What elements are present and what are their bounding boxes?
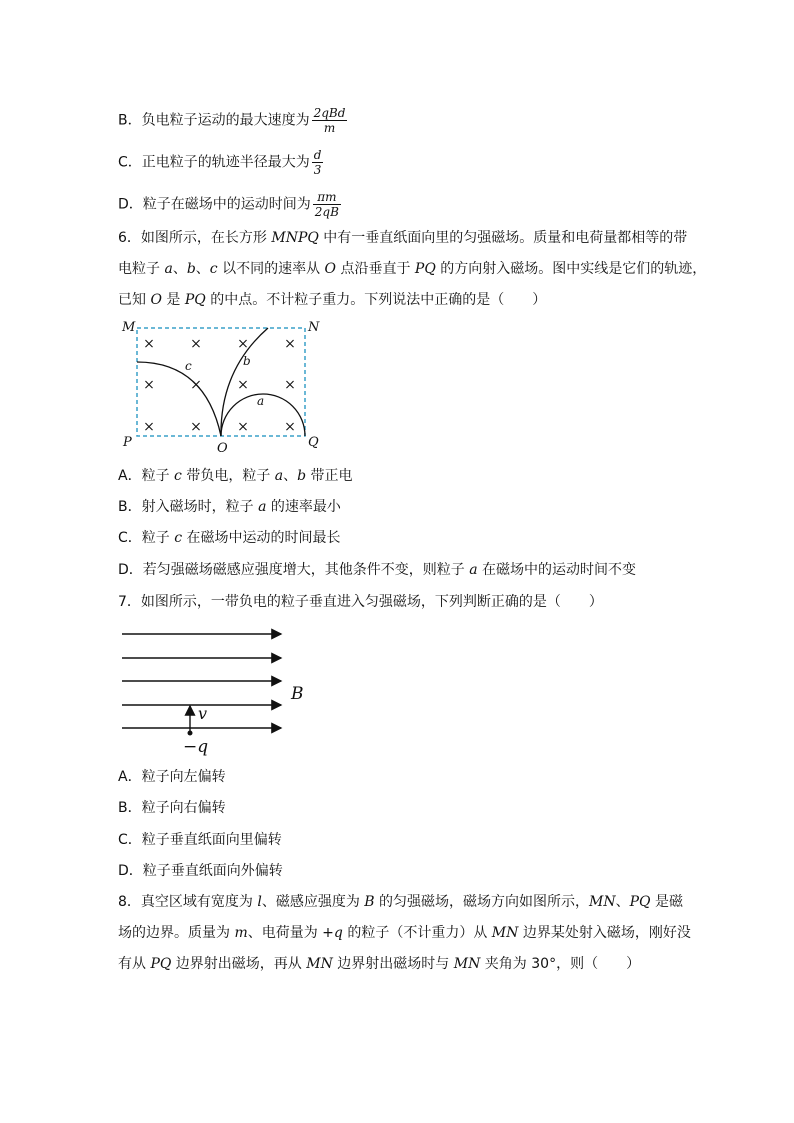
cross-mark: × — [284, 336, 296, 352]
label-P: P — [123, 435, 132, 450]
q6-option-d: D．若匀强磁场磁感应强度增大，其他条件不变，则粒子 a 在磁场中的运动时间不变 — [118, 562, 637, 578]
q7-option-b: B．粒子向右偏转 — [118, 800, 226, 816]
fraction: $\frac{\pi m}{2qB}$ — [314, 190, 339, 219]
q7-option-a: A．粒子向左偏转 — [118, 769, 226, 785]
q8-stem-line3: 有从 PQ 边界射出磁场，再从 MN 边界射出磁场时与 MN 夹角为 30°，则（ ） — [118, 956, 641, 972]
cross-mark: × — [284, 377, 296, 393]
q5-option-b: B．负电粒子运动的最大速度为 $\frac{\text{2qBd}}{m}$ — [118, 106, 346, 135]
cross-marks — [143, 336, 296, 435]
cross-mark: × — [190, 419, 202, 435]
cross-mark: × — [190, 336, 202, 352]
q6-option-c: C．粒子 c 在磁场中运动的时间最长 — [118, 530, 341, 546]
q8-stem-line1: 8．真空区域有宽度为 l、磁感应强度为 B 的匀强磁场，磁场方向如图所示，MN、PQ 是磁 — [118, 894, 683, 910]
cross-mark: × — [237, 336, 249, 352]
cross-mark: × — [237, 419, 249, 435]
q6-magnetic-field-figure — [110, 315, 340, 455]
label-c: c — [185, 359, 192, 373]
q6-option-b: B．射入磁场时，粒子 a 的速率最小 — [118, 499, 341, 515]
cross-mark: × — [237, 377, 249, 393]
q7-field-figure — [115, 622, 315, 757]
label-M: M — [122, 320, 136, 335]
q5-option-c: C．正电粒子的轨迹半径最大为 $\frac{d}{3}$ — [118, 148, 322, 177]
label-a: a — [257, 394, 265, 408]
q7-option-c: C．粒子垂直纸面向里偏转 — [118, 832, 282, 848]
fraction: $\frac{d}{3}$ — [313, 148, 322, 177]
charged-particle — [188, 731, 193, 736]
q6-stem-line3: 已知 O 是 PQ 的中点。不计粒子重力。下列说法中正确的是（ ） — [118, 292, 547, 308]
label-O: O — [217, 441, 228, 455]
q6-stem-line2: 电粒子 a、b、c 以不同的速率从 O 点沿垂直于 PQ 的方向射入磁场。图中实线是它们的轨迹， — [118, 261, 707, 277]
cross-mark: × — [190, 377, 202, 393]
cross-mark: × — [143, 419, 155, 435]
q5-option-d: D．粒子在磁场中的运动时间为 $\frac{\pi m}{2qB}$ — [118, 190, 339, 219]
q8-stem-line2: 场的边界。质量为 m、电荷量为 +q 的粒子（不计重力）从 MN 边界某处射入磁场，刚好没 — [118, 925, 691, 941]
q6-stem-line1: 6．如图所示，在长方形 MNPQ 中有一垂直纸面向里的匀强磁场。质量和电荷量都相等的带 — [118, 230, 688, 246]
q7-option-d: D．粒子垂直纸面向外偏转 — [118, 863, 283, 879]
label-charge: −q — [183, 737, 209, 757]
label-B: B — [291, 684, 304, 704]
cross-mark: × — [143, 336, 155, 352]
cross-mark: × — [143, 377, 155, 393]
label-b: b — [243, 354, 251, 368]
fraction: $\frac{\text{2qBd}}{m}$ — [313, 106, 346, 135]
q7-stem: 7．如图所示，一带负电的粒子垂直进入匀强磁场，下列判断正确的是（ ） — [118, 594, 603, 610]
label-Q: Q — [308, 435, 319, 450]
label-N: N — [308, 320, 320, 335]
label-v: v — [198, 704, 208, 723]
q6-option-a: A．粒子 c 带负电，粒子 a、b 带正电 — [118, 468, 353, 484]
cross-mark: × — [284, 419, 296, 435]
